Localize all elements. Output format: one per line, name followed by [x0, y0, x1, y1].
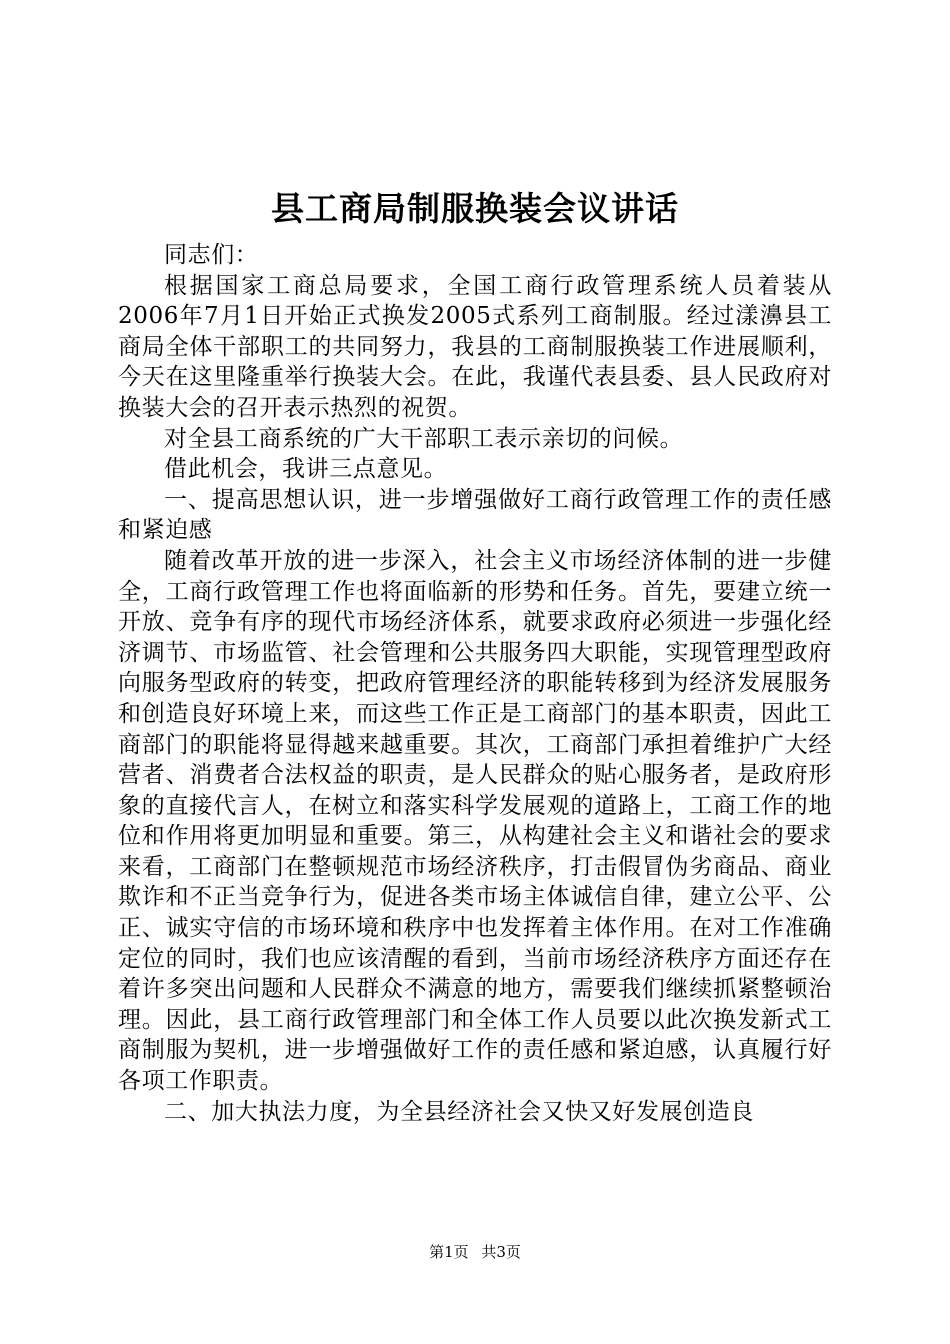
paragraph-opinions: 借此机会，我讲三点意见。 [164, 456, 448, 483]
paragraph-section-1: 随着改革开放的进一步深入，社会主义市场经济体制的进一步健全，工商行政管理工作也将面临新的形势和任务。首先，要建立统一开放、竞争有序的现代市场经济体系，就要求政府必须进一步强化经济调节、市场监管、社会管理和公共服务四大职能，实现管理型政府向服务型政府的转变，把政府管理经济的职能转移到为经济发展服务和创造良好环境上来，而这些工作正是工商部门的基本职责，因此工商部门的职能将显得越来越重要。其次，工商部门承担着维护广大经营者、消费者合法权益的职责，是人民群众的贴心服务者，是政府形象的直接代言人，在树立和落实科学发展观的道路上，工商工作的地位和作用将更加明显和重要。第三，从构建社会主义和谐社会的要求来看，工商部门在整顿规范市场经济秩序，打击假冒伪劣商品、商业欺诈和不正当竞争行为，促进各类市场主体诚信自律，建立公平、公正、诚实守信的市场环境和秩序中也发挥着主体作用。在对工作准确定位的同时，我们也应该清醒的看到，当前市场经济秩序方面还存在着许多突出问题和人民群众不满意的地方，需要我们继续抓紧整顿治理。因此，县工商行政管理部门和全体工作人员要以此次换发新式工商制服为契机，进一步增强做好工作的责任感和紧迫感，认真履行好各项工作职责。 [118, 547, 832, 1095]
paragraph-intro: 根据国家工商总局要求，全国工商行政管理系统人员着装从2006年7月1日开始正式换发2005式系列工商制服。经过漾濞县工商局全体干部职工的共同努力，我县的工商制服换装工作进展顺利，今天在这里隆重举行换装大会。在此，我谨代表县委、县人民政府对换装大会的召开表示热烈的祝贺。 [118, 272, 832, 421]
section-heading-1: 一、提高思想认识，进一步增强做好工商行政管理工作的责任感和紧迫感 [118, 486, 832, 544]
salutation: 同志们： [164, 242, 259, 268]
section-heading-2: 二、加大执法力度，为全县经济社会又快又好发展创造良 [164, 1098, 754, 1125]
page-footer [0, 1242, 950, 1262]
page-number: 第1页 [429, 1243, 469, 1261]
paragraph-greeting: 对全县工商系统的广大干部职工表示亲切的问候。 [164, 425, 684, 452]
document-title: 县工商局制服换装会议讲话 [271, 189, 679, 228]
page-total: 共3页 [481, 1243, 521, 1261]
document-body [118, 240, 832, 1127]
